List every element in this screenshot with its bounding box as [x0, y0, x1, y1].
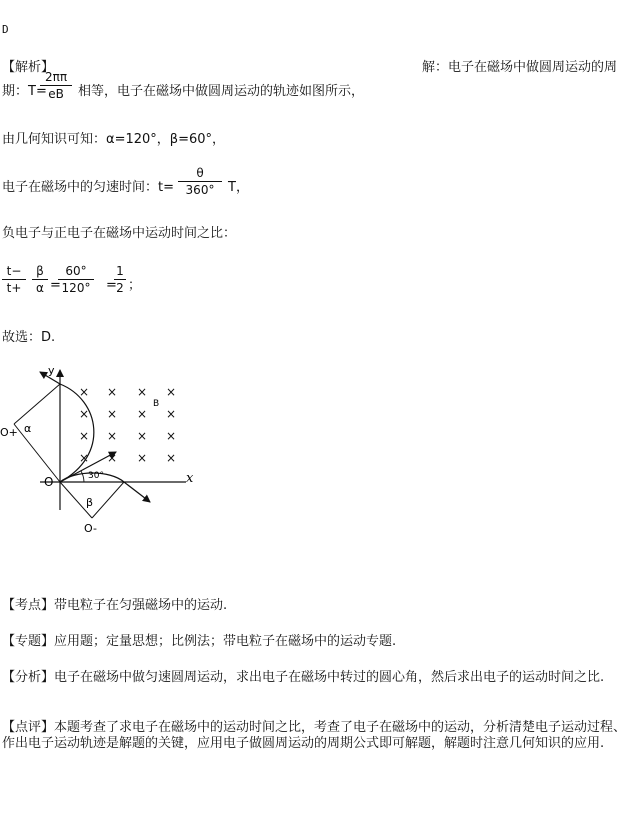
field-cross: × [137, 451, 148, 465]
radius-line [14, 424, 60, 482]
fraction-bar [40, 85, 72, 86]
field-cross: × [79, 407, 90, 421]
ratio-angle-fraction [32, 264, 48, 295]
ratio-one: 1 [116, 264, 124, 278]
ratio-t-numerator: t− [6, 264, 22, 278]
conclusion: 故选：D. [2, 330, 56, 345]
beta-label: β [86, 496, 94, 509]
analysis-intro: 解：电子在磁场中做圆周运动的周 [422, 60, 618, 75]
ratio-t-denominator: t+ [6, 281, 22, 295]
field-cross: × [107, 429, 118, 443]
alpha-label: α [24, 422, 32, 435]
fraction-bar [178, 181, 222, 182]
ratio-equals-2: = [106, 278, 117, 293]
dianping: 【点评】本题考查了求电子在磁场中的运动时间之比，考查了电子在磁场中的运动，分析清楚电子运动过程、作出电子运动轨迹是解题的关键，应用电子做圆周运动的周期公式即可解题，解题时注意几何知识的应用. [2, 720, 627, 751]
fraction-bar [114, 279, 126, 280]
zhuanti: 【专题】应用题；定量思想；比例法；带电粒子在磁场中的运动专题. [2, 634, 397, 649]
ratio-tail: ； [128, 278, 142, 293]
time-fraction [178, 166, 222, 197]
ratio-equals-1: = [50, 278, 61, 293]
analysis-header: 【解析】 [2, 60, 55, 75]
electron-exit-velocity [124, 482, 150, 502]
ratio-intro: 负电子与正电子在磁场中运动时间之比： [2, 226, 237, 241]
geometry-line: 由几何知识可知：α=120°，β=60°， [2, 132, 226, 147]
kaodian: 【考点】带电粒子在匀强磁场中的运动. [2, 598, 228, 613]
time-prefix: 电子在磁场中的匀速时间：t= [2, 180, 174, 195]
fraction-bar [32, 279, 48, 280]
time-suffix: T， [228, 180, 249, 195]
origin-label: O [44, 475, 54, 489]
field-cross: × [137, 429, 148, 443]
ratio-result-fraction [114, 264, 126, 295]
ratio-120: 120° [61, 281, 91, 295]
field-cross: × [107, 407, 118, 421]
period-numerator: 2ππ [44, 70, 68, 84]
ratio-60: 60° [65, 264, 87, 278]
period-suffix: 相等，电子在磁场中做圆周运动的轨迹如图所示， [78, 84, 365, 99]
fraction-bar [58, 279, 94, 280]
field-cross: × [166, 407, 177, 421]
ratio-beta: β [36, 264, 44, 278]
angle-label: 30° [88, 471, 104, 481]
ratio-alpha: α [36, 281, 44, 295]
x-axis-label: x [186, 471, 194, 486]
angle-arc [81, 471, 84, 482]
time-numerator: θ [196, 166, 204, 180]
ratio-degree-fraction [58, 264, 94, 295]
radius-line [14, 384, 60, 424]
magnetic-field-diagram [0, 360, 200, 540]
field-cross: × [166, 385, 177, 399]
y-axis-label: y [48, 364, 55, 377]
ratio-two: 2 [116, 281, 124, 295]
field-cross: × [79, 429, 90, 443]
time-denominator: 360° [185, 183, 215, 197]
period-denominator: eB [48, 87, 64, 101]
field-label: B [153, 399, 160, 409]
field-cross: × [79, 385, 90, 399]
field-cross: × [79, 451, 90, 465]
field-cross: × [166, 429, 177, 443]
fraction-bar [2, 279, 26, 280]
period-prefix: 期：T= [2, 84, 47, 99]
field-cross: × [137, 407, 148, 421]
radius-line [92, 482, 124, 518]
o-minus-label: O- [84, 522, 97, 535]
field-cross: × [107, 385, 118, 399]
ratio-t-fraction [2, 264, 26, 295]
field-cross: × [166, 451, 177, 465]
fenxi: 【分析】电子在磁场中做匀速圆周运动，求出电子在磁场中转过的圆心角，然后求出电子的运动时间之比. [2, 670, 605, 685]
field-cross: × [137, 385, 148, 399]
period-fraction [40, 70, 72, 101]
answer-letter: D [2, 23, 9, 36]
field-cross: × [107, 451, 118, 465]
o-plus-label: O+ [0, 426, 18, 439]
